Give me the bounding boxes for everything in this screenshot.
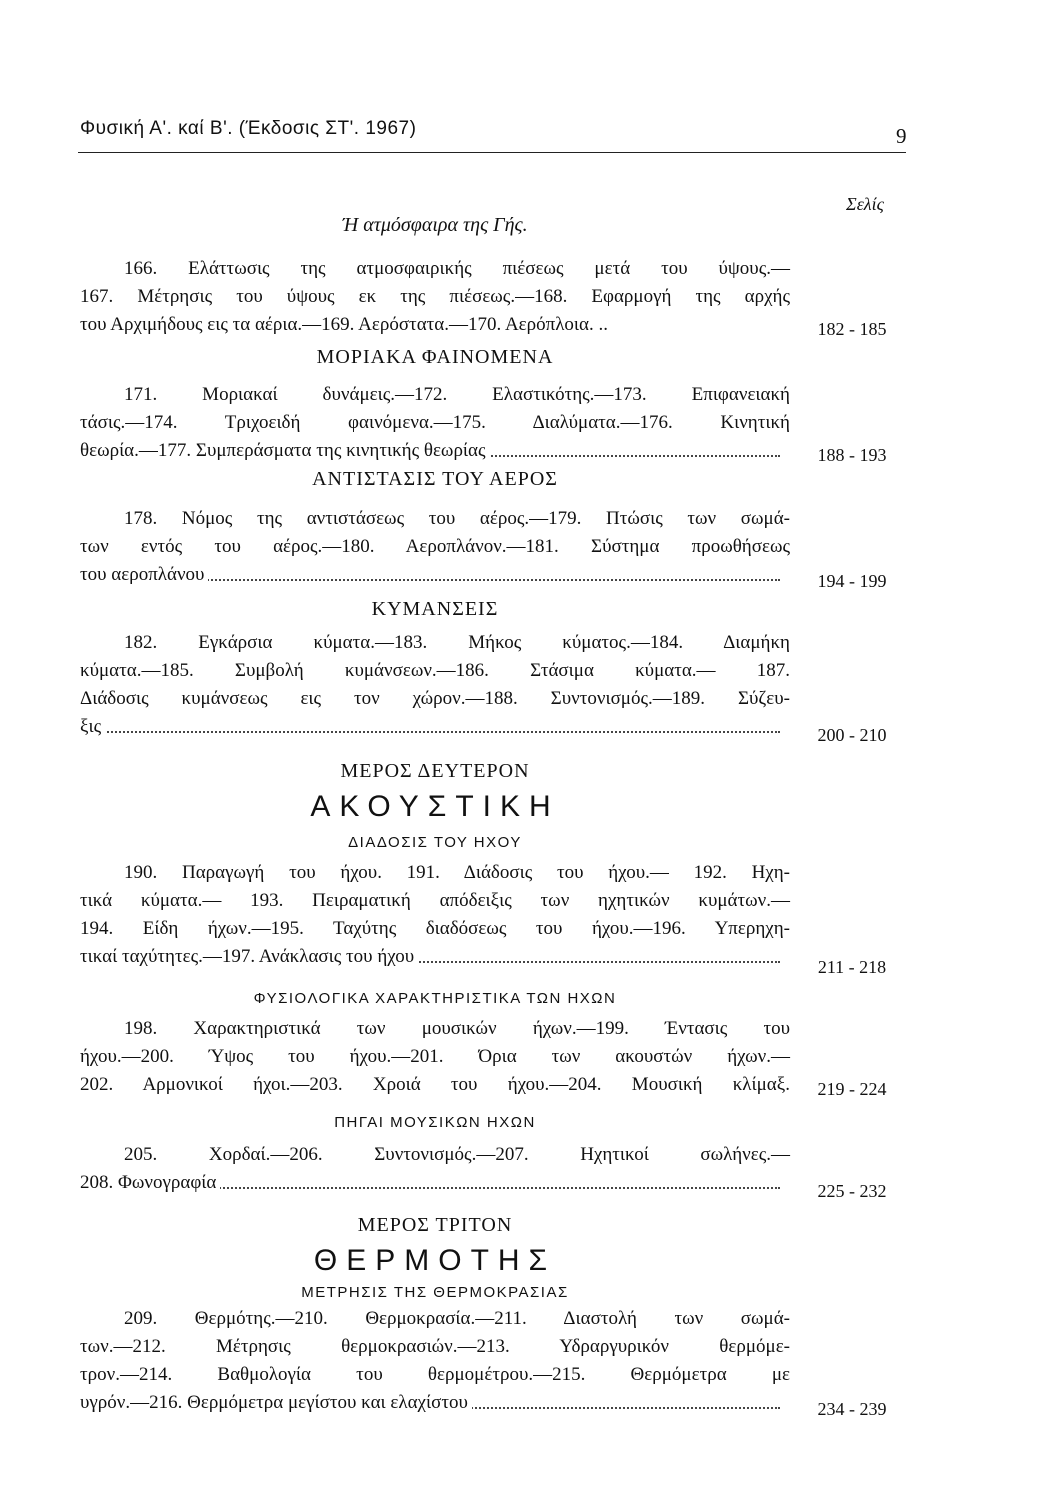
toc-leader-line [80, 440, 780, 462]
running-title: Φυσική Α'. καί Β'. (Έκδοσις ΣΤ'. 1967) [80, 118, 417, 139]
page-range: 211 - 218 [817, 957, 887, 977]
toc-line: 171. Μοριακαί δυνάμεις.—172. Ελαστικότης.—173. Επιφανειακή [124, 384, 790, 405]
section-heading-sound-propagation: ΔΙΑΔΟΣΙΣ ΤΟΥ ΗΧΟΥ [348, 834, 522, 851]
section-heading-air-resistance: ΑΝΤΙΣΤΑΣΙΣ ΤΟΥ ΑΕΡΟΣ [312, 468, 558, 490]
toc-line: 198. Χαρακτηριστικά των μουσικών ήχων.—199. Έντασις του [124, 1018, 790, 1039]
toc-line: τρον.—214. Βαθμολογία του θερμομέτρου.—215. Θερμόμετρα με [80, 1364, 790, 1385]
toc-line: 202. Αρμονικοί ήχοι.—203. Χροιά του ήχου.—204. Μουσική κλίμαξ. [80, 1074, 790, 1095]
section-heading-atmosphere: Ή ατμόσφαιρα της Γής. [342, 214, 528, 236]
section-heading-temperature: ΜΕΤΡΗΣΙΣ ΤΗΣ ΘΕΡΜΟΚΡΑΣΙΑΣ [301, 1284, 569, 1301]
page-range: 219 - 224 [817, 1079, 887, 1099]
page-range: 182 - 185 [817, 319, 887, 339]
toc-line: 178. Νόμος της αντιστάσεως του αέρος.—179. Πτώσις των σωμά- [124, 508, 790, 529]
toc-leader-line [80, 1392, 780, 1414]
section-heading-waves: ΚΥΜΑΝΣΕΙΣ [371, 598, 499, 620]
page-range: 200 - 210 [817, 725, 887, 745]
page-range: 194 - 199 [817, 571, 887, 591]
toc-line: 166. Ελάττωσις της ατμοσφαιρικής πιέσεως μετά του ύψους.— [124, 258, 790, 279]
part-two-label: ΜΕΡΟΣ ΔΕΥΤΕΡΟΝ [340, 760, 530, 782]
toc-line: 205. Χορδαί.—206. Συντονισμός.—207. Ηχητικοί σωλήνες.— [124, 1144, 790, 1165]
toc-leader-line [80, 564, 780, 586]
toc-line: κύματα.—185. Συμβολή κυμάνσεων.—186. Στάσιμα κύματα.— 187. [80, 660, 790, 681]
toc-leader-line [80, 946, 780, 968]
toc-line: Διάδοσις κυμάνσεως εις τον χώρον.—188. Συντονισμός.—189. Σύζευ- [80, 688, 790, 709]
toc-line: 182. Εγκάρσια κύματα.—183. Μήκος κύματος.—184. Διαμήκη [124, 632, 790, 653]
toc-line: ξις [80, 716, 105, 737]
page-range: 225 - 232 [817, 1181, 887, 1201]
toc-line: ήχου.—200. Ύψος του ήχου.—201. Όρια των ακουστών ήχων.— [80, 1046, 790, 1067]
part-three-title: ΘΕΡΜΟΤΗΣ [313, 1244, 557, 1277]
toc-line: τικαί ταχύτητες.—197. Ανάκλασις του ήχου [80, 946, 418, 967]
toc-line: του Αρχιμήδους εις τα αέρια.—169. Αερόστατα.—170. Αερόπλοια. .. [80, 314, 608, 335]
page-column-label: Σελίς [846, 194, 884, 214]
toc-line: 167. Μέτρησις του ύψους εκ της πιέσεως.—168. Εφαρμογή της αρχής [80, 286, 790, 307]
toc-line: 208. Φωνογραφία [80, 1172, 220, 1193]
toc-leader-line [80, 716, 780, 738]
page-range: 188 - 193 [817, 445, 887, 465]
part-two-title: ΑΚΟΥΣΤΙΚΗ [310, 790, 560, 823]
toc-leader-line [80, 1172, 780, 1194]
toc-line: υγρόν.—216. Θερμόμετρα μεγίστου και ελαχίστου [80, 1392, 472, 1413]
toc-line: των.—212. Μέτρησις θερμοκρασιών.—213. Υδραργυρικόν θερμόμε- [80, 1336, 790, 1357]
section-heading-music-sources: ΠΗΓΑΙ ΜΟΥΣΙΚΩΝ ΗΧΩΝ [334, 1114, 536, 1131]
toc-line: τάσις.—174. Τριχοειδή φαινόμενα.—175. Διαλύματα.—176. Κινητική [80, 412, 790, 433]
toc-line: των εντός του αέρος.—180. Αεροπλάνον.—181. Σύστημα προωθήσεως [80, 536, 790, 557]
toc-line: τικά κύματα.— 193. Πειραματική απόδειξις των ηχητικών κυμάτων.— [80, 890, 790, 911]
page-range: 234 - 239 [817, 1399, 887, 1419]
toc-line: 209. Θερμότης.—210. Θερμοκρασία.—211. Διαστολή των σωμά- [124, 1308, 790, 1329]
section-heading-physiological: ΦΥΣΙΟΛΟΓΙΚΑ ΧΑΡΑΚΤΗΡΙΣΤΙΚΑ ΤΩΝ ΗΧΩΝ [253, 990, 617, 1007]
page-number: 9 [896, 124, 907, 148]
toc-line: 190. Παραγωγή του ήχου. 191. Διάδοσις του ήχου.— 192. Ηχη- [124, 862, 790, 883]
section-heading-molecular: ΜΟΡΙΑΚΑ ΦΑΙΝΟΜΕΝΑ [316, 346, 554, 368]
toc-line: θεωρία.—177. Συμπεράσματα της κινητικής θεωρίας [80, 440, 490, 461]
part-three-label: ΜΕΡΟΣ ΤΡΙΤΟΝ [357, 1214, 513, 1236]
toc-line: 194. Είδη ήχων.—195. Ταχύτης διαδόσεως του ήχου.—196. Υπερηχη- [80, 918, 790, 939]
dot-leader [80, 731, 780, 733]
toc-line: του αεροπλάνου [80, 564, 208, 585]
header-rule [78, 152, 906, 153]
